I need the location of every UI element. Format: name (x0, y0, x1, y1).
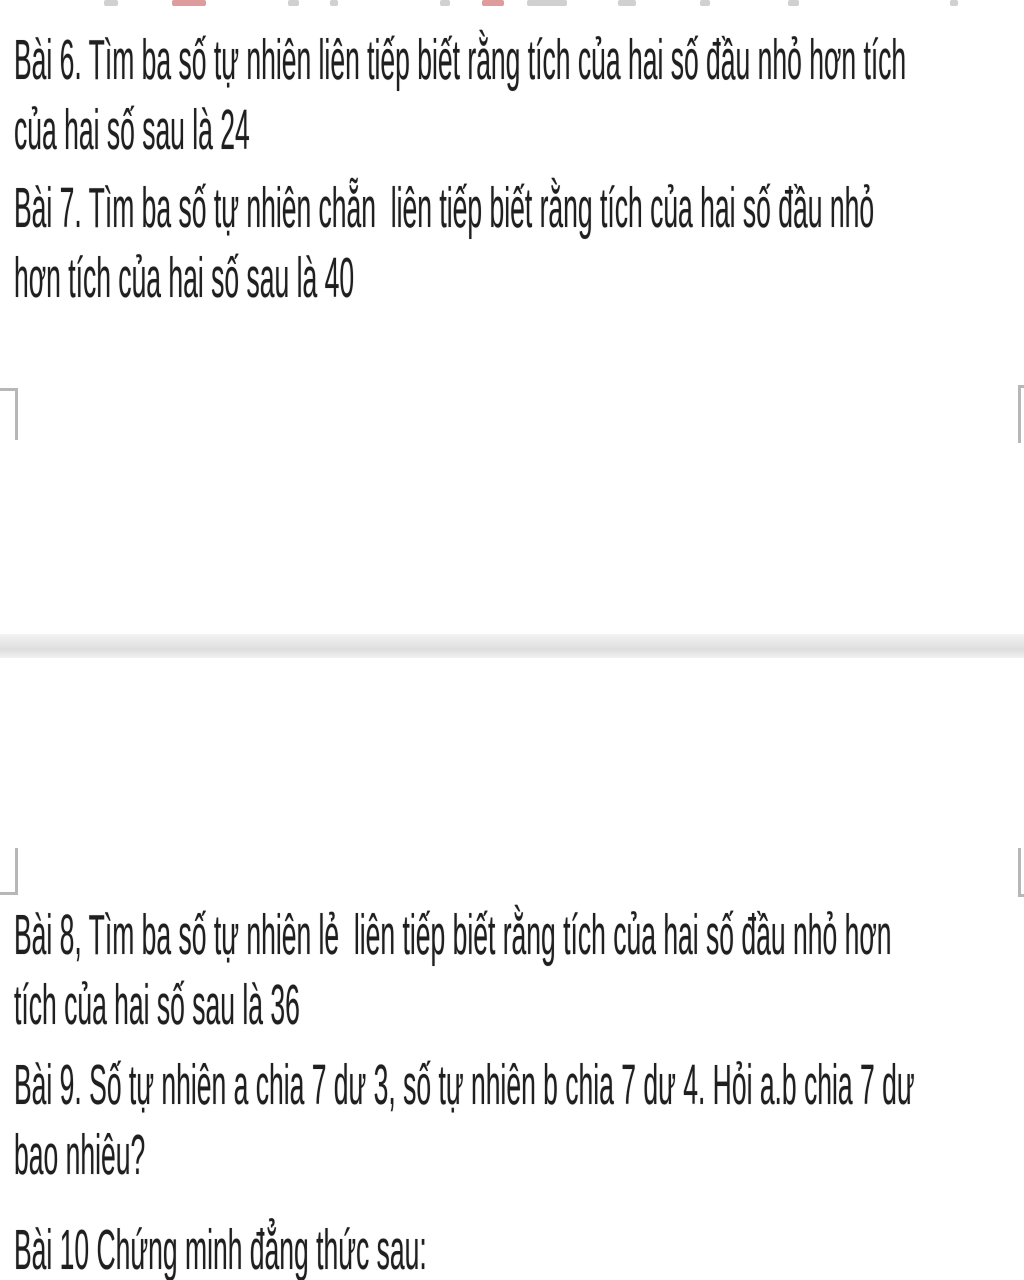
problem-line: tích của hai số sau là 36 (14, 973, 300, 1037)
red-mark-artifact (172, 0, 206, 6)
text-fragment-artifact (788, 0, 799, 6)
text-fragment-artifact (440, 0, 450, 6)
problem-line: Bài 8, Tìm ba số tự nhiên lẻ liên tiếp biết rằng tích của hai số đầu nhỏ hơn (14, 903, 892, 967)
cutoff-text-fragments (0, 0, 1024, 10)
text-fragment-artifact (950, 0, 958, 6)
problem-line: Bài 6. Tìm ba số tự nhiên liên tiếp biết rằng tích của hai số đầu nhỏ hơn tích (14, 28, 907, 92)
text-fragment-artifact (104, 0, 118, 6)
problem-line: Bài 9. Số tự nhiên a chia 7 dư 3, số tự nhiên b chia 7 dư 4. Hỏi a.b chia 7 dư (14, 1053, 915, 1117)
problem-line: Bài 7. Tìm ba số tự nhiên chẵn liên tiếp biết rằng tích của hai số đầu nhỏ (14, 176, 875, 240)
corner-bracket-top-left (0, 388, 18, 440)
problem-line: bao nhiêu? (14, 1123, 146, 1187)
problem-bai-6 (14, 25, 906, 165)
problem-line: hơn tích của hai số sau là 40 (14, 246, 355, 310)
red-mark-artifact (482, 0, 504, 6)
corner-bracket-bottom-left (0, 848, 18, 895)
page-separator-band (0, 634, 1024, 658)
problem-bai-9 (14, 1050, 915, 1190)
text-fragment-artifact (527, 0, 567, 6)
corner-bracket-bottom-right (1018, 848, 1024, 897)
problem-bai-8 (14, 900, 891, 1040)
text-fragment-artifact (288, 0, 299, 6)
corner-bracket-top-right (1018, 385, 1024, 443)
text-fragment-artifact (618, 0, 636, 6)
problem-line: Bài 10 Chứng minh đẳng thức sau: (14, 1218, 427, 1280)
text-fragment-artifact (700, 0, 710, 6)
problem-bai-10 (14, 1215, 427, 1280)
text-fragment-artifact (330, 0, 338, 6)
problem-line: của hai số sau là 24 (14, 98, 250, 162)
problem-bai-7 (14, 173, 874, 313)
